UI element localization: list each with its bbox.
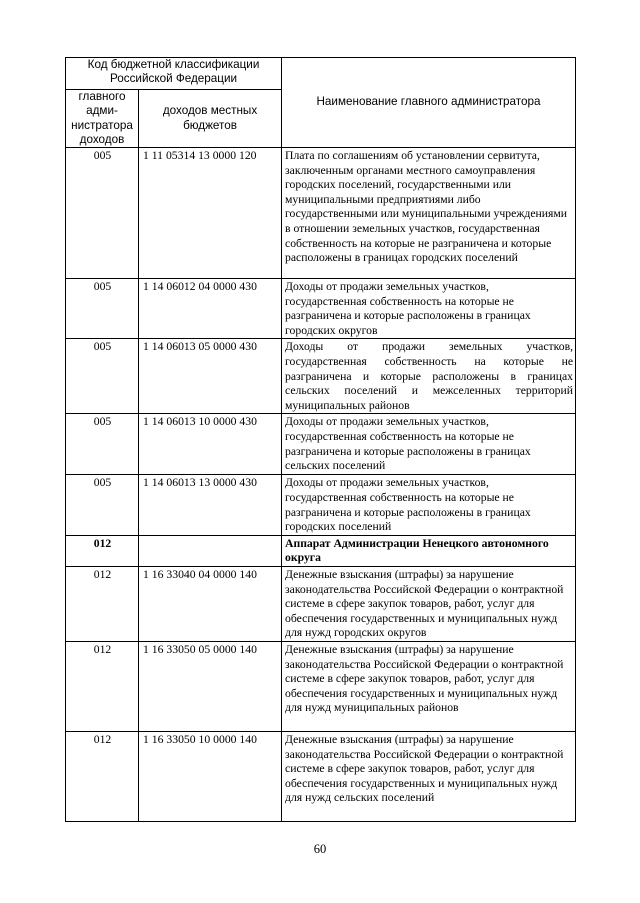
budget-code-cell: 1 14 06012 04 0000 430 (139, 279, 282, 339)
budget-code-cell: 1 14 06013 13 0000 430 (139, 475, 282, 535)
budget-code-cell: 1 11 05314 13 0000 120 (139, 148, 282, 279)
admin-name-cell: Доходы от продажи земельных участков, государственная собственность на которые не разграничена и которые расположены в границах сельских поселений (282, 414, 576, 475)
admin-code-cell: 012 (66, 535, 139, 566)
admin-code-cell: 012 (66, 731, 139, 821)
budget-code-cell: 1 14 06013 05 0000 430 (139, 339, 282, 414)
header-admin-column: главного адми-нистратора доходов (66, 90, 139, 148)
budget-code-cell: 1 16 33040 04 0000 140 (139, 566, 282, 641)
admin-name-cell: Плата по соглашениям об установлении сервитута, заключенным органами местного самоуправления городских поселений, государственными или муниципальными предприятиями либо государственными или муниципальными учреждениями в отношении земельных участков, государственная собственность на которые не разграничена и которые расположены в границах городских поселений (282, 148, 576, 279)
admin-name-cell: Денежные взыскания (штрафы) за нарушение законодательства Российской Федерации о контрактной системе в сфере закупок товаров, работ, услуг для обеспечения государственных и муниципальных нужд для нужд городских округов (282, 566, 576, 641)
budget-code-cell: 1 14 06013 10 0000 430 (139, 414, 282, 475)
table-row (66, 339, 576, 414)
admin-name-cell: Аппарат Администрации Ненецкого автономного округа (282, 535, 576, 566)
admin-name-cell: Денежные взыскания (штрафы) за нарушение законодательства Российской Федерации о контрактной системе в сфере закупок товаров, работ, услуг для обеспечения государственных и муниципальных нужд для нужд сельских поселений (282, 731, 576, 821)
table-row (66, 475, 576, 535)
admin-name-cell: Денежные взыскания (штрафы) за нарушение законодательства Российской Федерации о контрактной системе в сфере закупок товаров, работ, услуг для обеспечения государственных и муниципальных нужд для нужд муниципальных районов (282, 641, 576, 731)
budget-classification-table (65, 57, 576, 822)
admin-code-cell: 012 (66, 566, 139, 641)
admin-code-cell: 005 (66, 279, 139, 339)
table-row (66, 535, 576, 566)
table-row (66, 566, 576, 641)
table-row (66, 279, 576, 339)
admin-name-cell: Доходы от продажи земельных участков, государственная собственность на которые не разграничена и которые расположены в границах городских округов (282, 279, 576, 339)
admin-code-cell: 012 (66, 641, 139, 731)
admin-code-cell: 005 (66, 148, 139, 279)
header-name-column: Наименование главного администратора (282, 58, 576, 148)
admin-code-cell: 005 (66, 339, 139, 414)
admin-name-cell: Доходы от продажи земельных участков, государственная собственность на которые не разграничена и которые расположены в границах городских поселений (282, 475, 576, 535)
header-group-title: Код бюджетной классификации Российской Федерации (66, 58, 282, 90)
header-code-column: доходов местных бюджетов (139, 90, 282, 148)
budget-code-cell: 1 16 33050 05 0000 140 (139, 641, 282, 731)
table-row (66, 641, 576, 731)
budget-code-cell (139, 535, 282, 566)
table-row (66, 414, 576, 475)
admin-code-cell: 005 (66, 475, 139, 535)
table-row (66, 148, 576, 279)
table-row (66, 731, 576, 821)
admin-name-cell: Доходы от продажи земельных участков, государственная собственность на которые не разграничена и которые расположены в границах сельских поселений и межселенных территорий муниципальных районов (282, 339, 576, 414)
admin-code-cell: 005 (66, 414, 139, 475)
page-number: 60 (313, 842, 327, 856)
budget-code-cell: 1 16 33050 10 0000 140 (139, 731, 282, 821)
